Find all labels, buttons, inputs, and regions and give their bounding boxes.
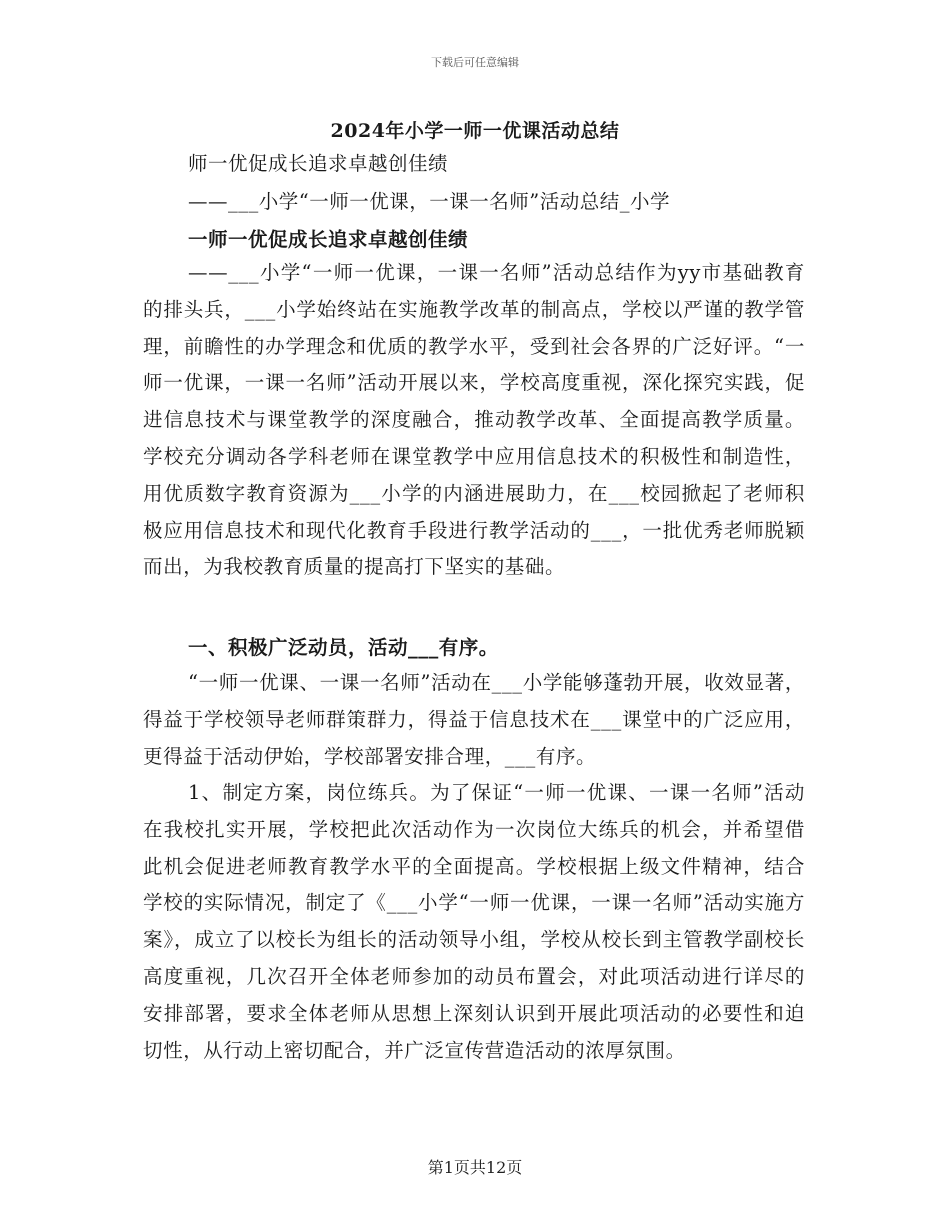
page-header-note: 下载后可任意编辑 [431, 56, 519, 69]
subtitle-line-2: ——___小学“一师一优课，一课一名师”活动总结_小学 [188, 190, 670, 213]
paragraph-item-1: 1、制定方案，岗位练兵。为了保证“一师一优课、一课一名师”活动在我校扎实开展，学校把此次活动作为一次岗位大练兵的机会，并希望借此机会促进老师教育教学水平的全面提高。学校根据上级文件精神，结合学校的实际情况，制定了《___小学“一师一优课，一课一名师”活动实施方案》，成立了以校长为组长的活动领导小组，学校从校长到主管教学副校长高度重视，几次召开全体老师参加的动员布置会，对此项活动进行详尽的安排部署，要求全体老师从思想上深刻认识到开展此项活动的必要性和迫切性，从行动上密切配合，并广泛宣传营造活动的浓厚氛围。 [143, 781, 805, 1062]
document-title: 2024年小学一师一优课活动总结 [330, 120, 620, 142]
subtitle-line-1: 师一优促成长追求卓越创佳绩 [188, 152, 449, 175]
bold-heading: 一师一优促成长追求卓越创佳绩 [188, 228, 469, 251]
paragraph-intro: ——___小学“一师一优课，一课一名师”活动总结作为yy市基础教育的排头兵，___小学始终站在实施教学改革的制高点，学校以严谨的教学管理，前瞻性的办学理念和优质的教学水平，受到社会各界的广泛好评。“一师一优课，一课一名师”活动开展以来，学校高度重视，深化探究实践，促进信息技术与课堂教学的深度融合，推动教学改革、全面提高教学质量。学校充分调动各学科老师在课堂教学中应用信息技术的积极性和制造性，用优质数字教育资源为___小学的内涵进展助力，在___校园掀起了老师积极应用信息技术和现代化教育手段进行教学活动的___，一批优秀老师脱颖而出，为我校教育质量的提高打下坚实的基础。 [143, 261, 805, 579]
paragraph-section-1: “一师一优课、一课一名师”活动在___小学能够蓬勃开展，收效显著，得益于学校领导老师群策群力，得益于信息技术在___课堂中的广泛应用，更得益于活动伊始，学校部署安排合理，___有序。 [143, 671, 805, 768]
section-1-heading: 一、积极广泛动员，活动___有序。 [188, 636, 499, 659]
page-number-footer: 第1页共12页 [427, 1158, 523, 1177]
